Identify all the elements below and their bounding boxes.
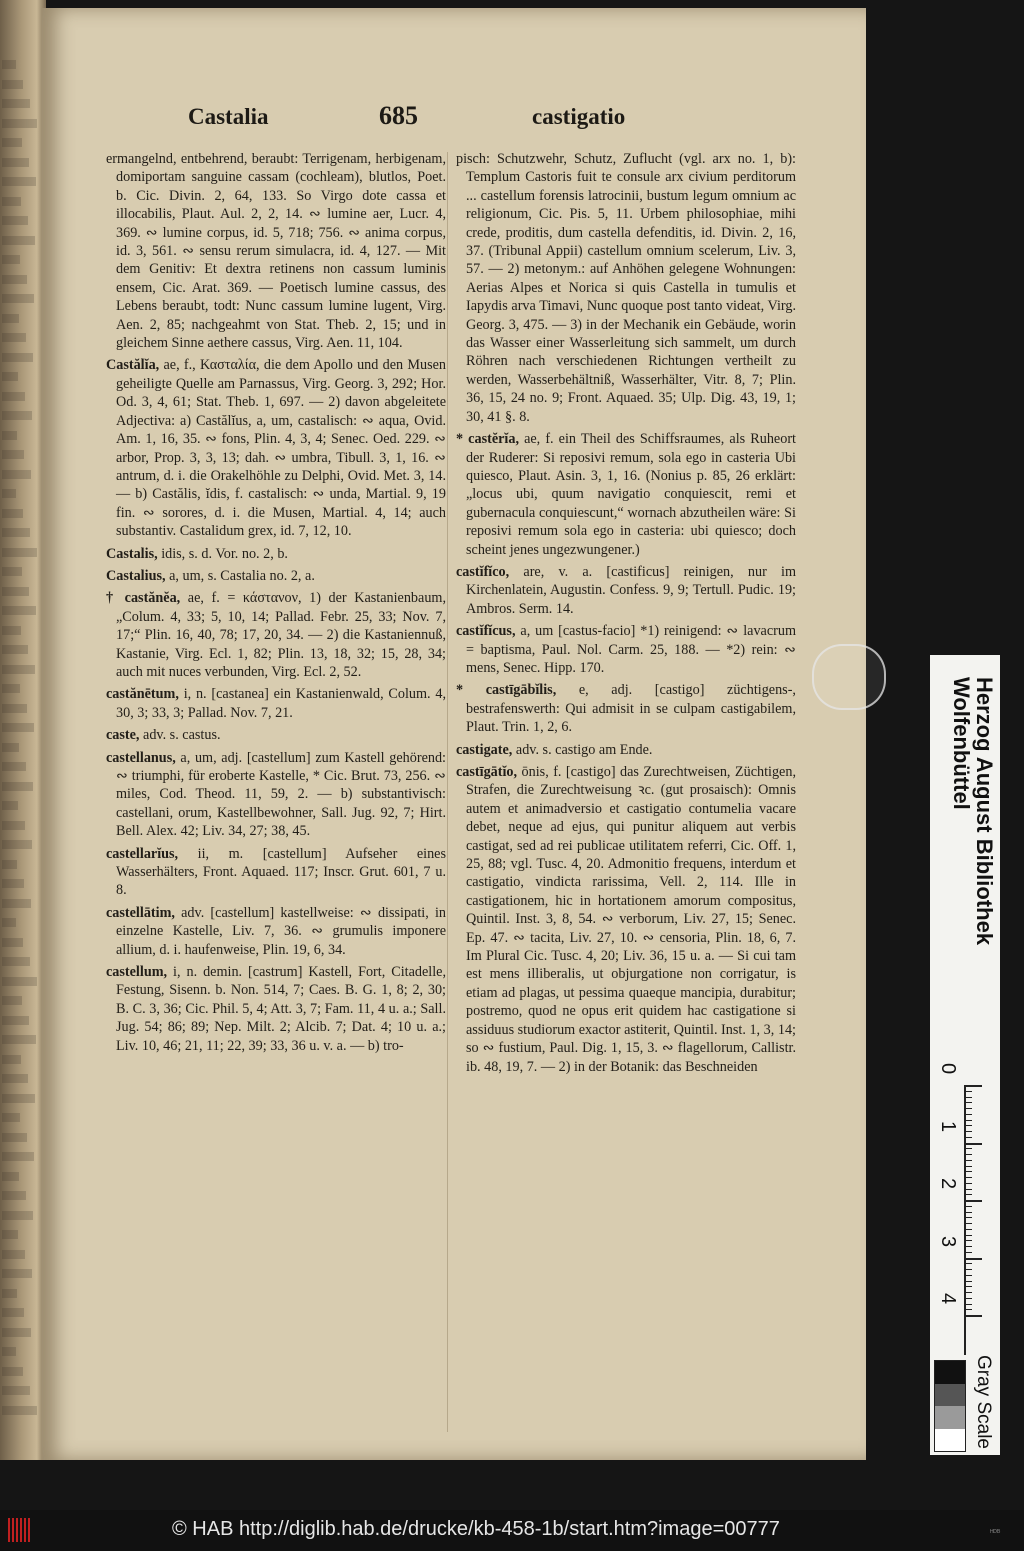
ruler-tick — [966, 1177, 972, 1178]
facing-page-text-fragment — [2, 626, 21, 635]
entry-text: ae, f., Κασταλία, die dem Apollo und den Musen geheiligte Quelle am Parnassus, Virg. Georg. 3, 292; Hor. Od. 3, 4, 61; Stat. Theb. 1, 697. — 2) davon abgeleitete Adjectiva: a) Castălĭus, a, um, castalisch: ∾ aqua, Ovid. Am. 1, 16, 35. ∾ fons, Plin. 4, 3, 4; Senec. Oed. 229. ∾ arbor, Prop. 3, 3, 13; dah. ∾ umbra, Tibull. 3, 1, 16. ∾ antrum, d. i. die Orakelhöhle zu Delphi, Ovid. Met. 3, 14. — b) Castălis, ĭdis, f. castalisch: ∾ unda, Martial. 9, 19 fin. ∾ sorores, d. i. die Musen, Martial. 4, 14; auch substantiv. Castalidum grex, id. 7, 12, 10. — [116, 357, 450, 540]
facing-page-text-fragment — [2, 1347, 16, 1356]
facing-page-text-fragment — [2, 1016, 29, 1025]
ruler-tick — [966, 1240, 972, 1241]
ruler-tick — [966, 1229, 972, 1230]
ruler-tick — [966, 1212, 972, 1213]
facing-page-text-fragment — [2, 275, 27, 284]
ruler-tick — [966, 1183, 972, 1184]
facing-page-text-fragment — [2, 1133, 27, 1142]
facing-page-text-fragment — [2, 918, 16, 927]
facing-page-text-fragment — [2, 762, 26, 771]
facing-page-text-fragment — [2, 1289, 17, 1298]
dictionary-entry — [456, 430, 800, 559]
facing-page-text-fragment — [2, 606, 36, 615]
entry-text: are, v. a. [castificus] reinigen, nur im Kirchenlatein, Augustin. Confess. 9, 9; Tertull. Pudic. 19; Ambros. Serm. 14. — [466, 563, 800, 617]
entry-text: a, um, s. Castalia no. 2, a. — [165, 567, 315, 584]
facing-page-text-fragment — [2, 899, 31, 908]
facing-page-text-fragment — [2, 119, 37, 128]
entry-headword: * castĕrĭa, — [456, 431, 519, 448]
copyright-url: © HAB http://diglib.hab.de/drucke/kb-458-1b/start.htm?image=00777 — [172, 1518, 780, 1540]
dictionary-entry — [456, 622, 800, 677]
facing-page-text-fragment — [2, 1308, 24, 1317]
ruler-tick — [966, 1246, 972, 1247]
entry-text: adv. [castellum] kastellweise: ∾ dissipati, in einzelne Kastelle, Liv. 7, 36. ∾ grumulis imponere allium, d. i. haufenweise, Plin. 19, 6, 34. — [116, 904, 450, 958]
facing-page-text-fragment — [2, 821, 25, 830]
entry-text: ae, f. = κάστανον, 1) der Kastanienbaum, „Colum. 4, 33; 5, 10, 14; Pallad. Febr. 25, 33; Nov. 7, 17;“ Plin. 16, 40, 78; 17, 20, 34. — 2) die Kastaniennuß, Kastanie, Virg. Ecl. 1, 82; Plin. 13, 18, 32; 15, 28, 34; auch mit nuces verbunden, Virg. Ecl. 2, 52. — [116, 590, 450, 680]
facing-page-text-fragment — [2, 1367, 23, 1376]
dictionary-entry — [106, 685, 450, 722]
entry-text: idis, s. d. Vor. no. 2, b. — [157, 545, 288, 562]
ruler-tick — [966, 1194, 972, 1195]
entry-text: adv. s. castigo am Ende. — [512, 741, 653, 758]
facing-page-text-fragment — [2, 938, 23, 947]
gray-swatch — [935, 1361, 965, 1384]
ruler-tick — [966, 1269, 972, 1270]
ruler-tick — [966, 1315, 982, 1317]
facing-page-text-fragment — [2, 1191, 26, 1200]
entry-text: a, um, adj. [castellum] zum Kastell gehörend: ∾ triumphi, für eroberte Kastelle, * Cic. Brut. 73, 256. ∾ miles, Cod. Theod. 11, 59, 2. — b) substantivisch: castellani, orum, Kastellbewohner, Sall. Jug. 92, 7; Hirt. Bell. Alex. 42; Liv. 34, 27; 38, 45. — [116, 749, 450, 840]
entry-headword: castīgātĭo, — [456, 764, 518, 780]
entry-headword: † castănĕa, — [106, 590, 181, 607]
ruler-tick — [966, 1286, 972, 1287]
facing-page-text-fragment — [2, 509, 23, 518]
facing-page-text-fragment — [2, 353, 33, 362]
facing-page-text-fragment — [2, 723, 34, 732]
facing-page-text-fragment — [2, 782, 33, 791]
facing-page-text-fragment — [2, 99, 30, 108]
dictionary-entry — [456, 763, 800, 1076]
facing-page-text-fragment — [2, 528, 30, 537]
gray-swatch — [935, 1384, 965, 1407]
header-right-word: castigatio — [532, 104, 626, 129]
entry-headword: Castalis, — [106, 545, 158, 562]
facing-page-text-fragment — [2, 1055, 21, 1064]
ruler-tick — [966, 1217, 972, 1218]
ruler-number: 3 — [937, 1235, 959, 1247]
entry-text: a, um [castus-facio] *1) reinigend: ∾ lavacrum = baptisma, Paul. Nol. Carm. 25, 188. — *2) rein: ∾ mens, Senec. Hipp. 170. — [466, 623, 800, 676]
ruler-tick — [966, 1171, 972, 1172]
entry-text: i, n. [castanea] ein Kastanienwald, Colum. 4, 30, 3; 33, 3; Pallad. Nov. 7, 21. — [116, 686, 450, 721]
facing-page-text-fragment — [2, 977, 37, 986]
facing-page-text-fragment — [2, 1152, 34, 1161]
entry-text: ōnis, f. [castigo] das Zurechtweisen, Züchtigen, Strafen, die Zurechtweisung ꝛc. (gut prosaisch): Omnis autem et animadversio et castigatio contumelia vacare debet, neque ad ejus, qui punitur aliquem aut verbis castigat, sed ad rei publicae utilitatem referri, Cic. Off. 1, 25, 88; vgl. Tusc. 4, 20. Admonitio frequens, interdum et castigatio, vindicta rarissima, Vell. 2, 114. Ille in castigationem, hic in hortationem amorum compositus, Quintil. Inst. 3, 8, 54. ∾ verborum, Liv. 27, 15; Senec. Ep. 47. ∾ tacita, Liv. 27, 10. ∾ censoria, Plin. 18, 6, 7. Im Plural Cic. Tusc. 4, 20; Liv. 36, 15 u. a. — Si cui tam est mens illiberalis, ut objurgatione non corrigatur, is etiam ad plagas, ut pessima quaeque mancipia, durabitur; postremo, quod ne opus erit quidem hac castigatione si assiduus studiorum exactor astiterit, Quintil. Inst. 1, 3, 14; so ∾ fustium, Paul. Dig. 1, 15, 3. ∾ flagellorum, Callistr. ib. 48, 19, 7. — 2) in der Botanik: das Beschneiden — [466, 764, 800, 1075]
dictionary-entry — [106, 904, 450, 959]
dictionary-entry — [456, 150, 800, 426]
facing-page-text-fragment — [2, 255, 20, 264]
facing-page-text-fragment — [2, 138, 22, 147]
facing-page-text-fragment — [2, 1172, 19, 1181]
facing-page-text-fragment — [2, 548, 37, 557]
right-column — [456, 150, 800, 1080]
library-name-line1: Herzog August Bibliothek — [972, 677, 997, 946]
ruler-number: 4 — [937, 1293, 959, 1305]
library-name-line2: Wolfenbüttel — [949, 677, 974, 810]
facing-page-text-fragment — [2, 1074, 28, 1083]
entry-headword: castellanus, — [106, 749, 176, 766]
entry-headword: castĭfĭco, — [456, 563, 510, 580]
left-column — [106, 150, 450, 1059]
entry-headword: caste, — [106, 727, 140, 744]
facing-page-text-fragment — [2, 996, 22, 1005]
ruler-tick — [966, 1292, 972, 1293]
entry-text: ae, f. ein Theil des Schiffsraumes, als Ruheort der Ruderer: Si reposivi remum, sola ego in casteria Ubi quiesco, Plaut. Asin. 3, 1, 16. (Nonius p. 85, 26 erklärt: „locus ubi, quum navigatio conquiescit, remi et gubernacula conquiescunt,“ wornach abzutheilen wäre: Si reposivi remum sola ego in casteria: ubi quiesco; doch scheint jenes ungezwungener.) — [466, 431, 800, 558]
ruler-number: 2 — [937, 1178, 959, 1190]
ruler-tick — [966, 1091, 972, 1092]
ruler-number: 1 — [937, 1120, 959, 1132]
gray-scale-label: Gray Scale — [973, 1355, 994, 1449]
ruler-tick — [966, 1114, 972, 1115]
facing-page-text-fragment — [2, 470, 31, 479]
facing-page-text-fragment — [2, 1035, 36, 1044]
page-number: 685 — [379, 101, 418, 130]
dictionary-entry — [106, 749, 450, 841]
dictionary-entry — [456, 741, 796, 759]
copyright-footer — [0, 1510, 1024, 1551]
entry-headword: Castălĭa, — [106, 357, 160, 374]
facing-page-text-fragment — [2, 743, 19, 752]
facing-page-text-fragment — [2, 1211, 33, 1220]
facing-page-text-fragment — [2, 489, 16, 498]
facing-page-text-fragment — [2, 1406, 37, 1415]
facing-page-text-fragment — [2, 450, 24, 459]
ruler-tick — [966, 1120, 972, 1121]
ruler-tick — [966, 1275, 972, 1276]
scale-ruler — [937, 1063, 974, 1355]
entry-headword: castellātim, — [106, 904, 175, 921]
dictionary-entry — [106, 567, 446, 585]
facing-page-text-fragment — [2, 216, 28, 225]
ruler-tick — [966, 1298, 972, 1299]
entry-headword: castellarĭus, — [106, 845, 179, 862]
facing-page-text-fragment — [2, 431, 17, 440]
ruler-tick — [966, 1258, 982, 1260]
library-label — [930, 655, 1000, 1455]
ruler-tick — [966, 1154, 972, 1155]
facing-page-text-fragment — [2, 1269, 32, 1278]
ruler-tick — [966, 1263, 972, 1264]
facing-page-text-fragment — [2, 1113, 20, 1122]
facing-page-text-fragment — [2, 684, 20, 693]
facing-page-text-fragment — [2, 587, 29, 596]
facing-page-text-fragment — [2, 197, 21, 206]
dictionary-entry — [106, 589, 450, 681]
color-calibration-mark — [8, 1518, 30, 1542]
ruler-tick — [966, 1281, 972, 1282]
ruler-tick — [966, 1235, 972, 1236]
dictionary-page — [42, 8, 866, 1460]
entry-headword: castĭfĭcus, — [456, 623, 516, 640]
dictionary-entry — [106, 963, 450, 1055]
dictionary-entry — [456, 681, 800, 736]
dictionary-entry — [106, 845, 450, 900]
ruler-tick — [966, 1102, 972, 1103]
gray-swatch — [935, 1406, 965, 1429]
ruler-tick — [966, 1137, 972, 1138]
facing-page-text-fragment — [2, 645, 28, 654]
ruler-tick — [966, 1252, 972, 1253]
dictionary-entry — [106, 356, 450, 540]
entry-headword: castellum, — [106, 964, 168, 981]
facing-page-text-fragment — [2, 1386, 30, 1395]
dictionary-entry — [456, 563, 800, 618]
facing-page-text-fragment — [2, 411, 32, 420]
facing-page-text-fragment — [2, 1250, 25, 1259]
ruler-tick — [966, 1143, 982, 1145]
entry-headword: castigate, — [456, 741, 513, 758]
facing-page-text-fragment — [2, 801, 18, 810]
ruler-tick — [966, 1223, 972, 1224]
dictionary-entry — [106, 726, 446, 744]
facing-page-text-fragment — [2, 879, 24, 888]
ruler-tick — [966, 1125, 972, 1126]
facing-page-text-fragment — [2, 665, 35, 674]
facing-page-edge — [0, 0, 46, 1460]
facing-page-text-fragment — [2, 704, 27, 713]
facing-page-text-fragment — [2, 177, 36, 186]
facing-page-text-fragment — [2, 158, 29, 167]
entry-headword: * castīgābĭlis, — [456, 682, 557, 699]
ruler-tick — [966, 1189, 972, 1190]
ruler-tick — [966, 1304, 972, 1305]
ruler-tick — [966, 1108, 972, 1109]
facing-page-text-fragment — [2, 392, 25, 401]
ruler-tick — [966, 1085, 982, 1087]
facing-page-text-fragment — [2, 314, 19, 323]
facing-page-text-fragment — [2, 1328, 31, 1337]
entry-text: i, n. demin. [castrum] Kastell, Fort, Citadelle, Festung, Sisenn. b. Non. 514, 7; Caes. B. G. 1, 8; 2, 30; B. C. 3, 36; Cic. Phil. 5, 4; Att. 3, 7; Fam. 11, 4 u. a.; Sall. Jug. 54; 86; 89; Nep. Milt. 2; Alcib. 7; Dat. 4; 10 u. a.; Liv. 10, 46; 21, 11; 22, 39; 33, 36 u. v. a. — b) tro- — [116, 964, 450, 1054]
facing-page-text-fragment — [2, 840, 32, 849]
facing-page-text-fragment — [2, 294, 34, 303]
ruler-tick — [966, 1131, 972, 1132]
ruler-tick — [966, 1148, 972, 1149]
facing-page-text-fragment — [2, 80, 23, 89]
facing-page-text-fragment — [2, 860, 17, 869]
facing-page-text-fragment — [2, 60, 16, 69]
ruler-number: 0 — [937, 1063, 959, 1075]
entry-headword: castănētum, — [106, 686, 179, 703]
ruler-tick — [966, 1200, 982, 1202]
facing-page-text-fragment — [2, 372, 18, 381]
ruler-tick — [966, 1206, 972, 1207]
entry-text: ii, m. [castellum] Aufseher eines Wasserhälters, Front. Aquaed. 117; Inscr. Grut. 601, 7 u. 8. — [116, 845, 450, 899]
facing-page-text-fragment — [2, 333, 26, 342]
facing-page-text-fragment — [2, 236, 35, 245]
ruler-tick — [966, 1097, 972, 1098]
facing-page-text-fragment — [2, 957, 30, 966]
gray-scale-swatches — [934, 1360, 966, 1452]
entry-text: pisch: Schutzwehr, Schutz, Zuflucht (vgl. arx no. 1, b): Templum Castoris fuit te consule arx civium perditorum ... castellum forensis latrocinii, bustum legum omnium ac religionum, Cic. Pis. 5, 11. Urbem philosophiae, mihi crede, proditis, dum castella defenditis, id. Divin. 2, 16, 37. (Tribunal Appii) castellum omnium scelerum, Liv. 3, 57. — 2) metonym.: auf Anhöhen gelegene Wohnungen: Aerias Alpes et Norica si quis Castella in tumulis et Iapydis arva Timavi, Nunc quoque post tanto videat, Virg. Georg. 3, 475. — 3) in der Mechanik ein Gebäude, worin das Wasser einer Wasserleitung sich sammelt, um durch Röhren nach verschiedenen Richtungen vertheilt zu werden, Wasserbehältniß, Wasserhälter, Vitr. 8, 7; Plin. 36, 15, 24 no. 9; Front. Aquaed. 35; Ulp. Dig. 43, 19, 1; 30, 41 §. 8. — [456, 151, 800, 425]
running-header — [42, 101, 866, 140]
facing-page-text-fragment — [2, 1094, 35, 1103]
facing-page-text-fragment — [2, 1230, 18, 1239]
dictionary-entry — [106, 150, 450, 352]
bookmark-ribbon — [812, 644, 886, 710]
header-left-word: Castalia — [188, 104, 269, 129]
facing-page-text-fragment — [2, 567, 22, 576]
ruler-tick — [966, 1166, 972, 1167]
entry-text: adv. s. castus. — [139, 727, 221, 744]
entry-text: ermangelnd, entbehrend, beraubt: Terrigenam, herbigenam, domiportam sanguine cassam (cochleam), blutlos, Poet. b. Cic. Divin. 2, 64, 133. So Virgo dote cassa et illocabilis, Plaut. Aul. 2, 2, 14. ∾ lumine aer, Lucr. 4, 369. ∾ lumine corpus, id. 5, 718; 756. ∾ anima corpus, id. 3, 561. ∾ sensu rerum simulacra, id. 4, 127. — Mit dem Genitiv: Et dextra retinens non cassum luminis ensem, Cic. Arat. 369. — Poetisch lumine cassus, des Lebens beraubt, todt: Nunc cassum lumine lugent, Virg. Aen. 2, 85; nachgeahmt von Stat. Theb. 2, 15; und in gleichem Sinne aethere cassus, Virg. Aen. 11, 104. — [106, 151, 450, 352]
dictionary-entry — [106, 545, 446, 563]
gray-swatch — [935, 1429, 965, 1452]
entry-text: e, adj. [castigo] züchtigens-, bestrafenswerth: Qui admisit in se culpam castigabilem, Plaut. Trin. 1, 2, 6. — [466, 682, 800, 736]
footer-mark: ᴴᴰᴮ — [990, 1528, 1001, 1537]
ruler-tick — [966, 1160, 972, 1161]
entry-headword: Castalius, — [106, 567, 166, 584]
ruler-tick — [966, 1309, 972, 1310]
